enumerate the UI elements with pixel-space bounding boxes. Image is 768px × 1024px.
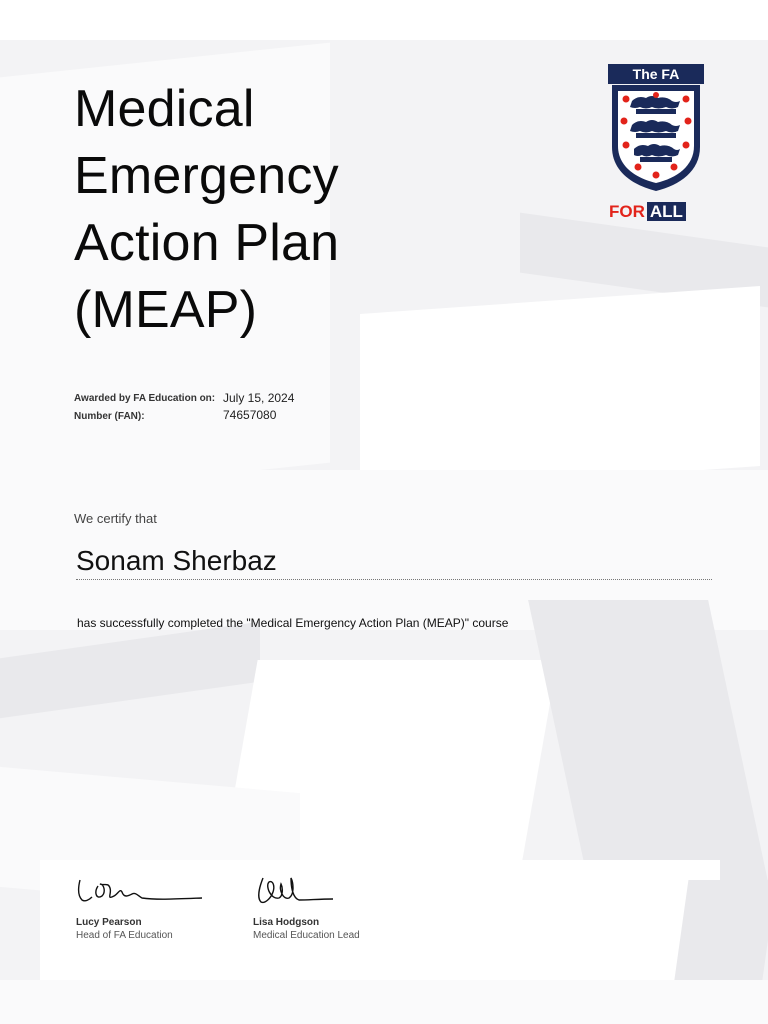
meta-labels — [74, 392, 215, 428]
for-text: FOR — [609, 202, 645, 221]
title-line: (MEAP) — [74, 281, 258, 339]
awarded-date: July 15, 2024 — [223, 391, 295, 405]
fan-number: 74657080 — [223, 408, 277, 422]
number-label: Number (FAN): — [74, 411, 145, 422]
all-text: ALL — [647, 202, 686, 221]
signature-block-lisa — [253, 872, 360, 942]
signatory-name: Lucy Pearson — [76, 917, 142, 928]
signatory-role: Head of FA Education — [76, 930, 173, 941]
completion-statement: has successfully completed the "Medical Emergency Action Plan (MEAP)" course — [77, 616, 509, 630]
fa-logo — [608, 63, 704, 225]
signature-lucy-pearson — [76, 872, 206, 906]
title-line: Emergency — [74, 147, 339, 205]
recipient-name: Sonam Sherbaz — [76, 543, 712, 580]
meta-values — [223, 391, 294, 425]
signature-lisa-hodgson — [253, 872, 343, 906]
title-line: Medical — [74, 80, 255, 138]
certificate-title — [74, 76, 339, 344]
awarded-label: Awarded by FA Education on: — [74, 393, 216, 404]
for-all-tagline — [608, 201, 704, 223]
title-line: Action Plan — [74, 214, 340, 272]
signatory-role: Medical Education Lead — [253, 930, 360, 941]
certify-text: We certify that — [74, 511, 157, 526]
fa-logo-wordmark: The FA — [608, 64, 704, 84]
signatory-name: Lisa Hodgson — [253, 917, 320, 928]
signature-block-lucy — [76, 872, 206, 942]
